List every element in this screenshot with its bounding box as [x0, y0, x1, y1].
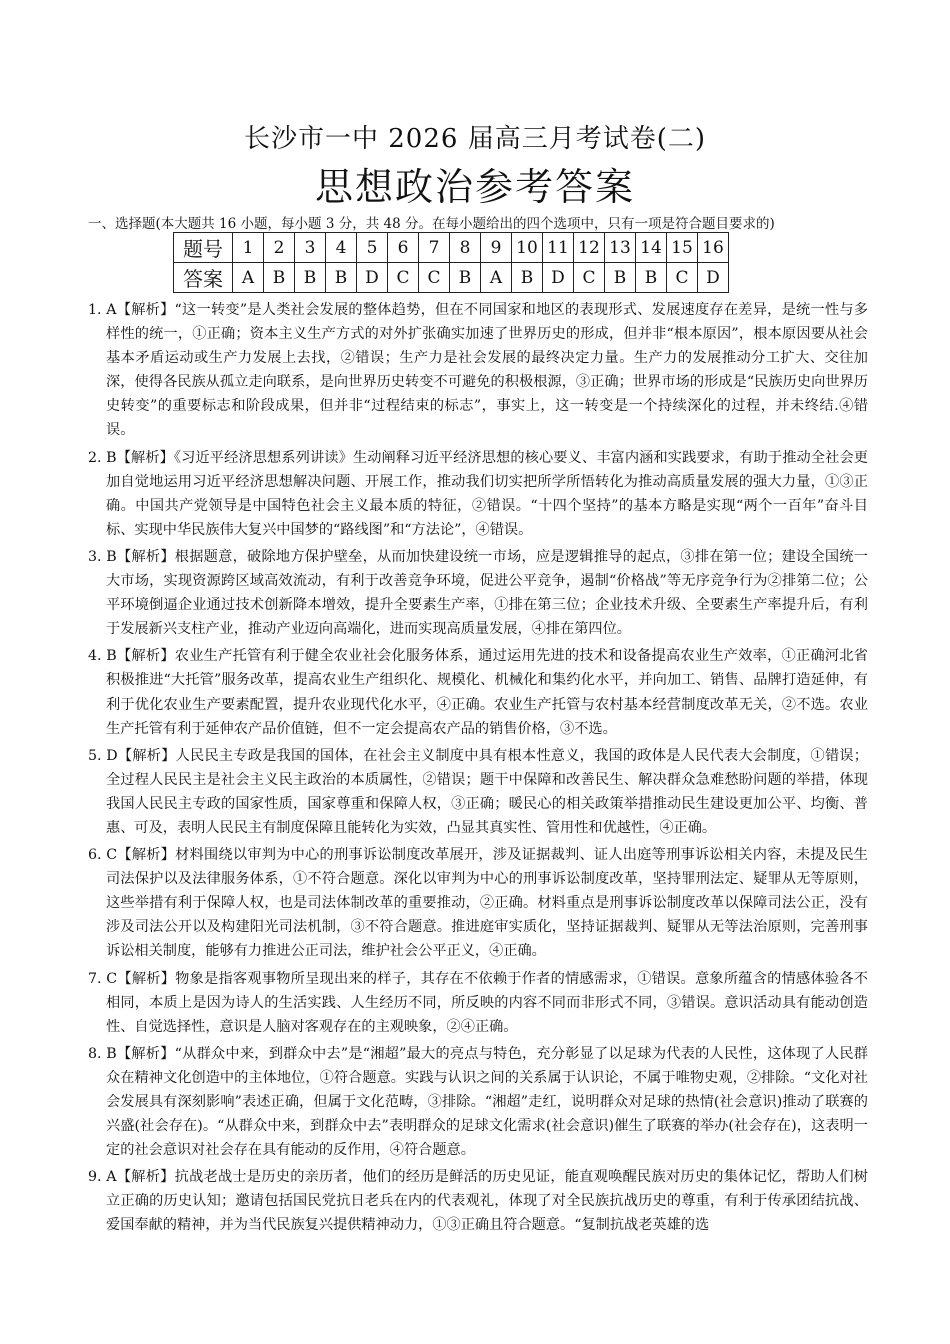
question-number: 16: [698, 233, 729, 263]
question-number: 3: [295, 233, 326, 263]
question-number: 2: [264, 233, 295, 263]
section-instructions: 一、选择题(本大题共 16 小题，每小题 3 分，共 48 分。在每小题给出的四个选项中，只有一项是符合题目要求的): [88, 216, 775, 232]
explanation-item: 7. C【解析】物象是指客观事物所呈现出来的样子，其存在不依赖于作者的情感需求，①错误。意象所蕴含的情感体验各不相同，本质上是因为诗人的生活实践、人生经历不同，所反映的内容不同而非形式不同，③错误。意识活动具有能动创造性、自觉选择性，意识是人脑对客观存在的主观映象，②④正确。: [88, 970, 868, 1035]
explanation-item: 6. C【解析】材料围绕以审判为中心的刑事诉讼制度改革展开，涉及证据裁判、证人出庭等刑事诉讼相关内容，未提及民生司法保护以及法律服务体系，①不符合题意。深化以审判为中心的刑事诉讼制度改革，坚持罪刑法定、疑罪从无等原则，这些举措有利于保障人权，也是司法体制改革的重要推动，②正确。材料重点是刑事诉讼制度改革以保障司法公正，没有涉及司法公开以及构建阳光司法机制，③不符合题意。推进庭审实质化，坚持证据裁判、疑罪从无等法治原则，完善刑事诉讼相关制度，能够有力推进公正司法，维护社会公平正义，④正确。: [88, 847, 868, 960]
question-number: 1: [233, 233, 264, 263]
question-number: 9: [481, 233, 512, 263]
explanation-item: 1. A【解析】“这一转变”是人类社会发展的整体趋势，但在不同国家和地区的表现形式、发展速度存在差异，是统一性与多样性的统一，①正确；资本主义生产方式的对外扩张确实加速了世界历史的形成，但并非“根本原因”，根本原因要从社会基本矛盾运动或生产力发展上去找，②错误；生产力是社会发展的最终决定力量。生产力的发展推动分工扩大、交往加深，使得各民族从孤立走向联系，是向世界历史转变不可避免的积极根源，③正确；世界市场的形成是“民族历史向世界历史转变”的重要标志和阶段成果，但并非“过程结束的标志”，事实上，这一转变是一个持续深化的过程，并未终结.④错误。: [88, 302, 868, 439]
answer-cell: C: [574, 263, 605, 293]
row-label-answer: 答案: [174, 263, 233, 293]
answer-cell: B: [636, 263, 667, 293]
answer-cell: B: [512, 263, 543, 293]
question-number: 8: [450, 233, 481, 263]
question-number: 7: [419, 233, 450, 263]
answer-cell: B: [605, 263, 636, 293]
explanation-item: 2. B【解析】《习近平经济思想系列讲读》生动阐释习近平经济思想的核心要义、丰富内涵和实践要求，有助于推动全社会更加自觉地运用习近平经济思想解决问题、开展工作，推动我们切实把所学所悟转化为推动高质量发展的强大力量，①③正确。中国共产党领导是中国特色社会主义最本质的特征，②错误。“十四个坚持”的基本方略是实现“两个一百年”奋斗目标、实现中华民族伟大复兴中国梦的“路线图”和“方法论”，④错误。: [88, 449, 868, 538]
row-label-number: 题号: [174, 233, 233, 263]
answer-cell: D: [543, 263, 574, 293]
explanation-item: 8. B【解析】“从群众中来，到群众中去”是“湘超”最大的亮点与特色，充分彰显了以足球为代表的人民性，这体现了人民群众在精神文化创造中的主体地位，①符合题意。实践与认识之间的关系属于认识论，不属于唯物史观，②排除。“文化对社会发展具有深刻影响”表述正确，但属于文化范畴，③排除。“湘超”走红，说明群众对足球的热情(社会意识)推动了联赛的兴盛(社会存在)。“从群众中来，到群众中去”表明群众的足球文化需求(社会意识)催生了联赛的举办(社会存在)，这表明一定的社会意识对社会存在具有能动的反作用，④符合题意。: [88, 1045, 868, 1159]
answer-cell: B: [450, 263, 481, 293]
question-number: 14: [636, 233, 667, 263]
question-number: 4: [326, 233, 357, 263]
answer-cell: C: [667, 263, 698, 293]
explanation-item: 3. B【解析】根据题意，破除地方保护壁垒，从而加快建设统一市场，应是逻辑推导的起点，③排在第一位；建设全国统一大市场，实现资源跨区域高效流动，有利于改善竞争环境，促进公平竞争，遏制“价格战”等无序竞争行为②排第二位；公平环境倒逼企业通过技术创新降本增效，提升全要素生产率，①排在第三位；企业技术升级、全要素生产率提升后，有利于发展新兴支柱产业，推动产业迈向高端化，进而实现高质量发展，④排在第四位。: [88, 548, 868, 638]
explanation-item: 5. D【解析】人民民主专政是我国的国体，在社会主义制度中具有根本性意义，我国的政体是人民代表大会制度，①错误；全过程人民民主是社会主义民主政治的本质属性，②错误；题干中保障和改善民生、解决群众急难愁盼问题的举措，体现我国人民民主专政的国家性质，国家尊重和保障人权，③正确；暖民心的相关政策举措推动民生建设更加公平、均衡、普惠、可及，表明人民民主有制度保障且能转化为实效，凸显其真实性、管用性和优越性，④正确。: [88, 747, 868, 836]
answer-cell: D: [357, 263, 388, 293]
question-number: 12: [574, 233, 605, 263]
explanation-item: 9. A【解析】抗战老战士是历史的亲历者，他们的经历是鲜活的历史见证，能直观唤醒民族对历史的集体记忆，帮助人们树立正确的历史认知；邀请包括国民党抗日老兵在内的代表观礼，体现了对全民族抗战历史的尊重，有利于传承团结抗战、爱国奉献的精神，并为当代民族复兴提供精神动力，①③正确且符合题意。“复制抗战老英雄的选: [88, 1169, 868, 1234]
subject-title: 思想政治参考答案: [314, 165, 635, 209]
explanation-item: 4. B【解析】农业生产托管有利于健全农业社会化服务体系，通过运用先进的技术和设备提高农业生产效率，①正确河北省积极推进“大托管”服务改革，提高农业生产组织化、规模化、机械化和集约化水平，并向加工、销售、品牌打造延伸，有利于优化农业生产要素配置，提升农业现代化水平，④正确。农业生产托管与农村基本经营制度改革无关，②不选。农业生产托管有利于延伸农产品价值链，但不一定会提高农产品的销售价格，③不选。: [88, 648, 868, 737]
question-number: 5: [357, 233, 388, 263]
question-number: 15: [667, 233, 698, 263]
question-number: 11: [543, 233, 574, 263]
answer-cell: D: [698, 263, 729, 293]
number-row: [174, 233, 729, 263]
answer-table: [173, 232, 729, 293]
answer-cell: B: [264, 263, 295, 293]
answer-cell: C: [388, 263, 419, 293]
answer-cell: A: [481, 263, 512, 293]
question-number: 13: [605, 233, 636, 263]
answer-cell: B: [295, 263, 326, 293]
exam-title: 长沙市一中 2026 届高三月考试卷(二): [244, 124, 706, 154]
explanation-list: [88, 298, 868, 1238]
answer-cell: A: [233, 263, 264, 293]
answer-cell: B: [326, 263, 357, 293]
answer-cell: C: [419, 263, 450, 293]
answer-row: [174, 263, 729, 293]
question-number: 10: [512, 233, 543, 263]
question-number: 6: [388, 233, 419, 263]
